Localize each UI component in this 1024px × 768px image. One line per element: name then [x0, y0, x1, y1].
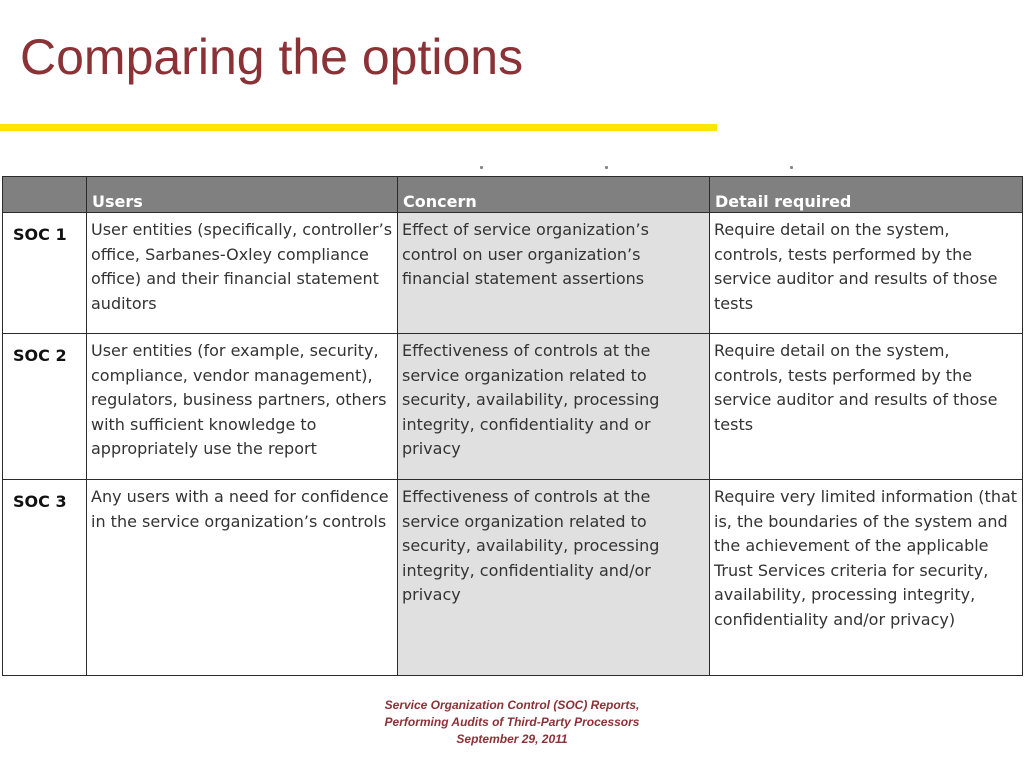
- footer-line-2: Performing Audits of Third-Party Processors: [384, 715, 640, 729]
- row-label-soc-2: SOC 2: [3, 334, 87, 480]
- header-concern: Concern: [398, 177, 710, 213]
- footer-date: September 29, 2011: [456, 732, 568, 746]
- cell-users: User entities (for example, security, compliance, vendor management), regulators, business partners, others with sufficient knowledge to appropriately use the report: [87, 334, 398, 480]
- row-label-soc-1: SOC 1: [3, 213, 87, 334]
- soc-comparison-table: [2, 176, 1023, 676]
- cell-concern: Effectiveness of controls at the service organization related to security, availability, processing integrity, confidentiality and or privacy: [398, 334, 710, 480]
- table-row: [3, 480, 1023, 676]
- header-blank: [3, 177, 87, 213]
- header-detail-required: Detail required: [710, 177, 1023, 213]
- cell-concern: Effect of service organization’s control on user organization’s financial statement assertions: [398, 213, 710, 334]
- table-header-row: [3, 177, 1023, 213]
- cell-concern: Effectiveness of controls at the service organization related to security, availability, processing integrity, confidentiality and/or privacy: [398, 480, 710, 676]
- footer-citation: [0, 697, 1024, 748]
- title-underline: [0, 124, 717, 131]
- cell-detail: Require detail on the system, controls, tests performed by the service auditor and results of those tests: [710, 213, 1023, 334]
- slide-title: Comparing the options: [20, 29, 524, 85]
- cropped-text-remnants: [480, 166, 810, 174]
- cell-detail: Require very limited information (that is, the boundaries of the system and the achievement of the applicable Trust Services criteria for security, availability, processing integrity, confidentiality and/or privacy): [710, 480, 1023, 676]
- header-users: Users: [87, 177, 398, 213]
- cell-users: Any users with a need for confidence in the service organization’s controls: [87, 480, 398, 676]
- table-row: [3, 334, 1023, 480]
- cell-users: User entities (specifically, controller’s office, Sarbanes-Oxley compliance office) and their financial statement auditors: [87, 213, 398, 334]
- cell-detail: Require detail on the system, controls, tests performed by the service auditor and results of those tests: [710, 334, 1023, 480]
- table-row: [3, 213, 1023, 334]
- row-label-soc-3: SOC 3: [3, 480, 87, 676]
- footer-line-1: Service Organization Control (SOC) Reports,: [384, 698, 640, 712]
